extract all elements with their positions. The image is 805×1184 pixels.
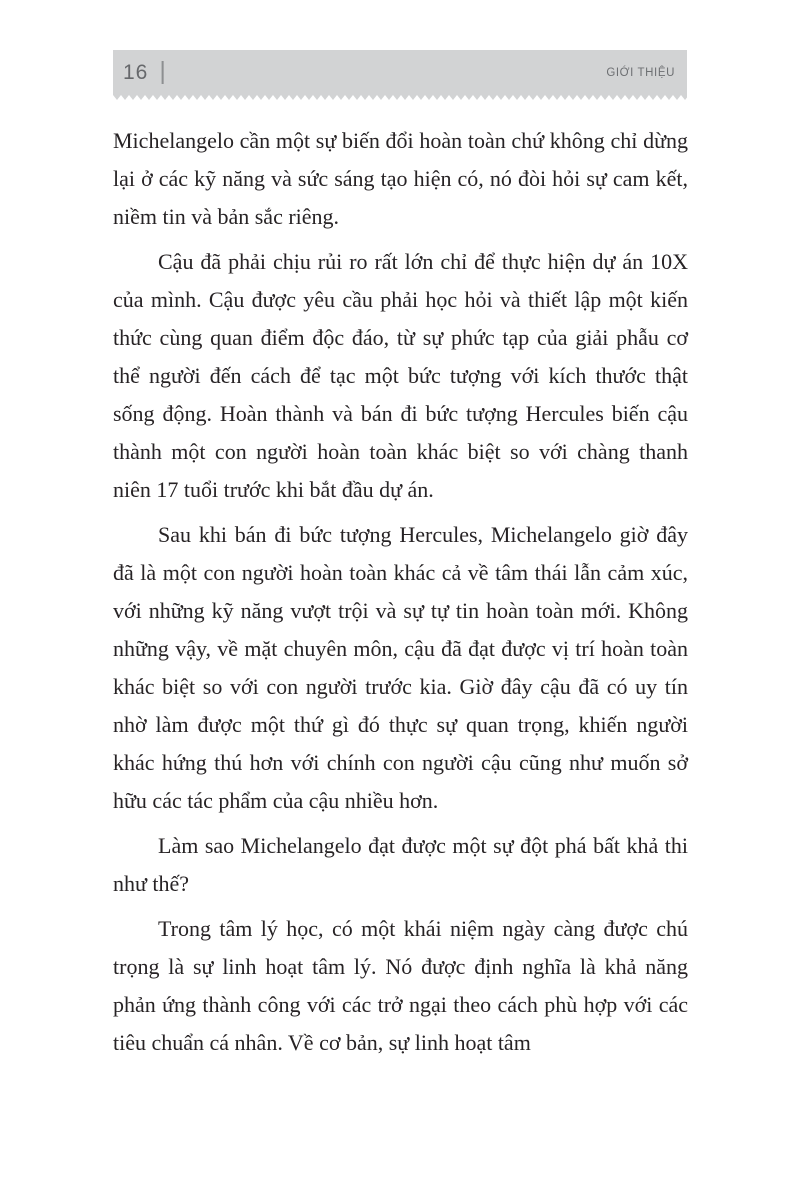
header-separator-bar: | [159, 57, 166, 85]
header-band [113, 50, 687, 95]
page-body [113, 122, 688, 1069]
page-header [113, 50, 687, 100]
paragraph: Cậu đã phải chịu rủi ro rất lớn chỉ để thực hiện dự án 10X của mình. Cậu được yêu cầu phải học hỏi và thiết lập một kiến thức cùng quan điểm độc đáo, từ sự phức tạp của giải phẫu cơ thể người đến cách để tạc một bức tượng với kích thước thật sống động. Hoàn thành và bán đi bức tượng Hercules biến cậu thành một con người hoàn toàn khác biệt so với chàng thanh niên 17 tuổi trước khi bắt đầu dự án. [113, 249, 688, 502]
paragraph: Sau khi bán đi bức tượng Hercules, Michelangelo giờ đây đã là một con người hoàn toàn khác cả về tâm thái lẫn cảm xúc, với những kỹ năng vượt trội và sự tự tin hoàn toàn mới. Không những vậy, về mặt chuyên môn, cậu đã đạt được vị trí hoàn toàn khác biệt so với con người trước kia. Giờ đây cậu đã có uy tín nhờ làm được một thứ gì đó thực sự quan trọng, khiến người khác hứng thú hơn với chính con người cậu cũng như muốn sở hữu các tác phẩm của cậu nhiều hơn. [113, 522, 688, 813]
page-number: 16 [123, 60, 149, 84]
section-title: GIỚI THIỆU [606, 66, 675, 79]
deckle-edge [113, 95, 687, 100]
paragraph: Michelangelo cần một sự biến đổi hoàn toàn chứ không chỉ dừng lại ở các kỹ năng và sức sáng tạo hiện có, nó đòi hỏi sự cam kết, niềm tin và bản sắc riêng. [113, 128, 688, 229]
paragraph: Trong tâm lý học, có một khái niệm ngày càng được chú trọng là sự linh hoạt tâm lý. Nó được định nghĩa là khả năng phản ứng thành công với các trở ngại theo cách phù hợp với các tiêu chuẩn cá nhân. Về cơ bản, sự linh hoạt tâm [113, 916, 688, 1055]
paragraph: Làm sao Michelangelo đạt được một sự đột phá bất khả thi như thế? [113, 833, 688, 896]
